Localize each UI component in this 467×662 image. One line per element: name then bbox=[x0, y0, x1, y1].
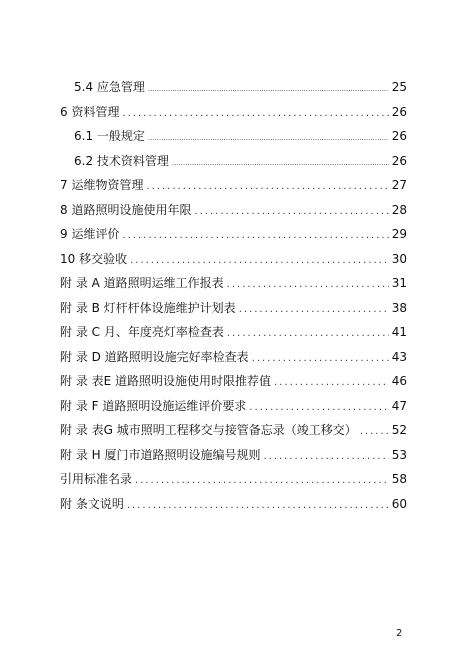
toc-entry-label: 附 条文说明 bbox=[60, 496, 124, 511]
toc-entry-page: 30 bbox=[391, 251, 407, 266]
page-number: 2 bbox=[396, 628, 403, 639]
toc-entry[interactable] bbox=[60, 495, 407, 520]
toc-entry[interactable] bbox=[60, 323, 407, 348]
toc-entry-page: 26 bbox=[391, 129, 407, 143]
toc-entry[interactable] bbox=[60, 274, 407, 299]
toc-entry[interactable] bbox=[60, 421, 407, 446]
toc-entry-page: 25 bbox=[391, 80, 407, 94]
toc-leader-dots bbox=[360, 426, 389, 437]
toc-entry-label: 7 运维物资管理 bbox=[60, 178, 144, 192]
toc-leader-dots bbox=[263, 451, 388, 462]
toc-entry[interactable] bbox=[60, 127, 407, 152]
toc-leader-dots bbox=[146, 181, 388, 192]
toc-leader-dots bbox=[274, 377, 389, 388]
toc-entry-label: 6.2 技术资料管理 bbox=[74, 153, 169, 168]
toc-entry-page: 26 bbox=[391, 104, 407, 119]
toc-entry-label: 引用标准名录 bbox=[60, 472, 133, 486]
table-of-contents bbox=[60, 78, 407, 519]
toc-entry-page: 38 bbox=[391, 300, 407, 315]
toc-entry-label: 附 录 D 道路照明设施完好率检查表 bbox=[60, 349, 249, 364]
toc-leader-dots bbox=[127, 500, 389, 511]
toc-entry-label: 附 录 A 道路照明运维工作报表 bbox=[60, 276, 224, 290]
toc-leader-dots bbox=[130, 255, 389, 266]
toc-entry[interactable] bbox=[60, 397, 407, 422]
toc-entry-label: 附 录 B 灯杆杆体设施维护计划表 bbox=[60, 300, 236, 315]
toc-leader-dots bbox=[239, 304, 389, 315]
toc-entry-page: 31 bbox=[391, 276, 407, 290]
toc-entry-page: 43 bbox=[391, 349, 407, 364]
toc-leader-dots bbox=[252, 353, 389, 364]
toc-entry[interactable] bbox=[60, 78, 407, 103]
toc-leader-dots bbox=[249, 402, 388, 413]
toc-entry-label: 8 道路照明设施使用年限 bbox=[60, 202, 192, 217]
toc-leader-dots bbox=[227, 328, 389, 339]
toc-entry-page: 58 bbox=[391, 472, 407, 486]
toc-entry[interactable] bbox=[60, 299, 407, 324]
toc-entry-page: 41 bbox=[391, 325, 407, 339]
toc-entry-label: 6.1 一般规定 bbox=[74, 129, 145, 143]
toc-entry-label: 9 运维评价 bbox=[60, 227, 120, 241]
toc-entry-page: 46 bbox=[391, 374, 407, 388]
toc-entry-page: 28 bbox=[391, 202, 407, 217]
toc-entry[interactable] bbox=[60, 372, 407, 397]
toc-leader-dots bbox=[122, 108, 388, 119]
toc-leader-dots bbox=[172, 159, 389, 167]
toc-leader-dots bbox=[148, 85, 389, 93]
toc-entry[interactable] bbox=[60, 201, 407, 226]
toc-entry-page: 27 bbox=[391, 178, 407, 192]
toc-entry-page: 52 bbox=[391, 423, 407, 437]
toc-entry-page: 29 bbox=[391, 227, 407, 241]
toc-entry[interactable] bbox=[60, 103, 407, 128]
toc-leader-dots bbox=[194, 206, 388, 217]
toc-entry[interactable] bbox=[60, 348, 407, 373]
toc-entry-page: 47 bbox=[391, 398, 407, 413]
toc-leader-dots bbox=[148, 134, 389, 142]
toc-leader-dots bbox=[122, 230, 388, 241]
toc-entry-page: 60 bbox=[391, 496, 407, 511]
toc-leader-dots bbox=[227, 279, 389, 290]
toc-entry-label: 附 录 表E 道路照明设施使用时限推荐值 bbox=[60, 374, 272, 388]
toc-entry[interactable] bbox=[60, 225, 407, 250]
toc-entry-label: 附 录 H 厦门市道路照明设施编号规则 bbox=[60, 447, 261, 462]
toc-entry[interactable] bbox=[60, 176, 407, 201]
toc-entry-label: 附 录 F 道路照明设施运维评价要求 bbox=[60, 398, 247, 413]
toc-entry[interactable] bbox=[60, 446, 407, 471]
toc-entry[interactable] bbox=[60, 250, 407, 275]
toc-entry-label: 6 资料管理 bbox=[60, 104, 120, 119]
toc-entry-page: 26 bbox=[391, 153, 407, 168]
toc-entry[interactable] bbox=[60, 470, 407, 495]
toc-entry-label: 5.4 应急管理 bbox=[74, 80, 145, 94]
toc-entry-label: 附 录 表G 城市照明工程移交与接管备忘录（竣工移交） bbox=[60, 423, 357, 437]
toc-leader-dots bbox=[135, 475, 389, 486]
toc-entry-page: 53 bbox=[391, 447, 407, 462]
toc-entry[interactable] bbox=[60, 152, 407, 177]
toc-entry-label: 附 录 C 月、年度亮灯率检查表 bbox=[60, 325, 224, 339]
toc-entry-label: 10 移交验收 bbox=[60, 251, 128, 266]
